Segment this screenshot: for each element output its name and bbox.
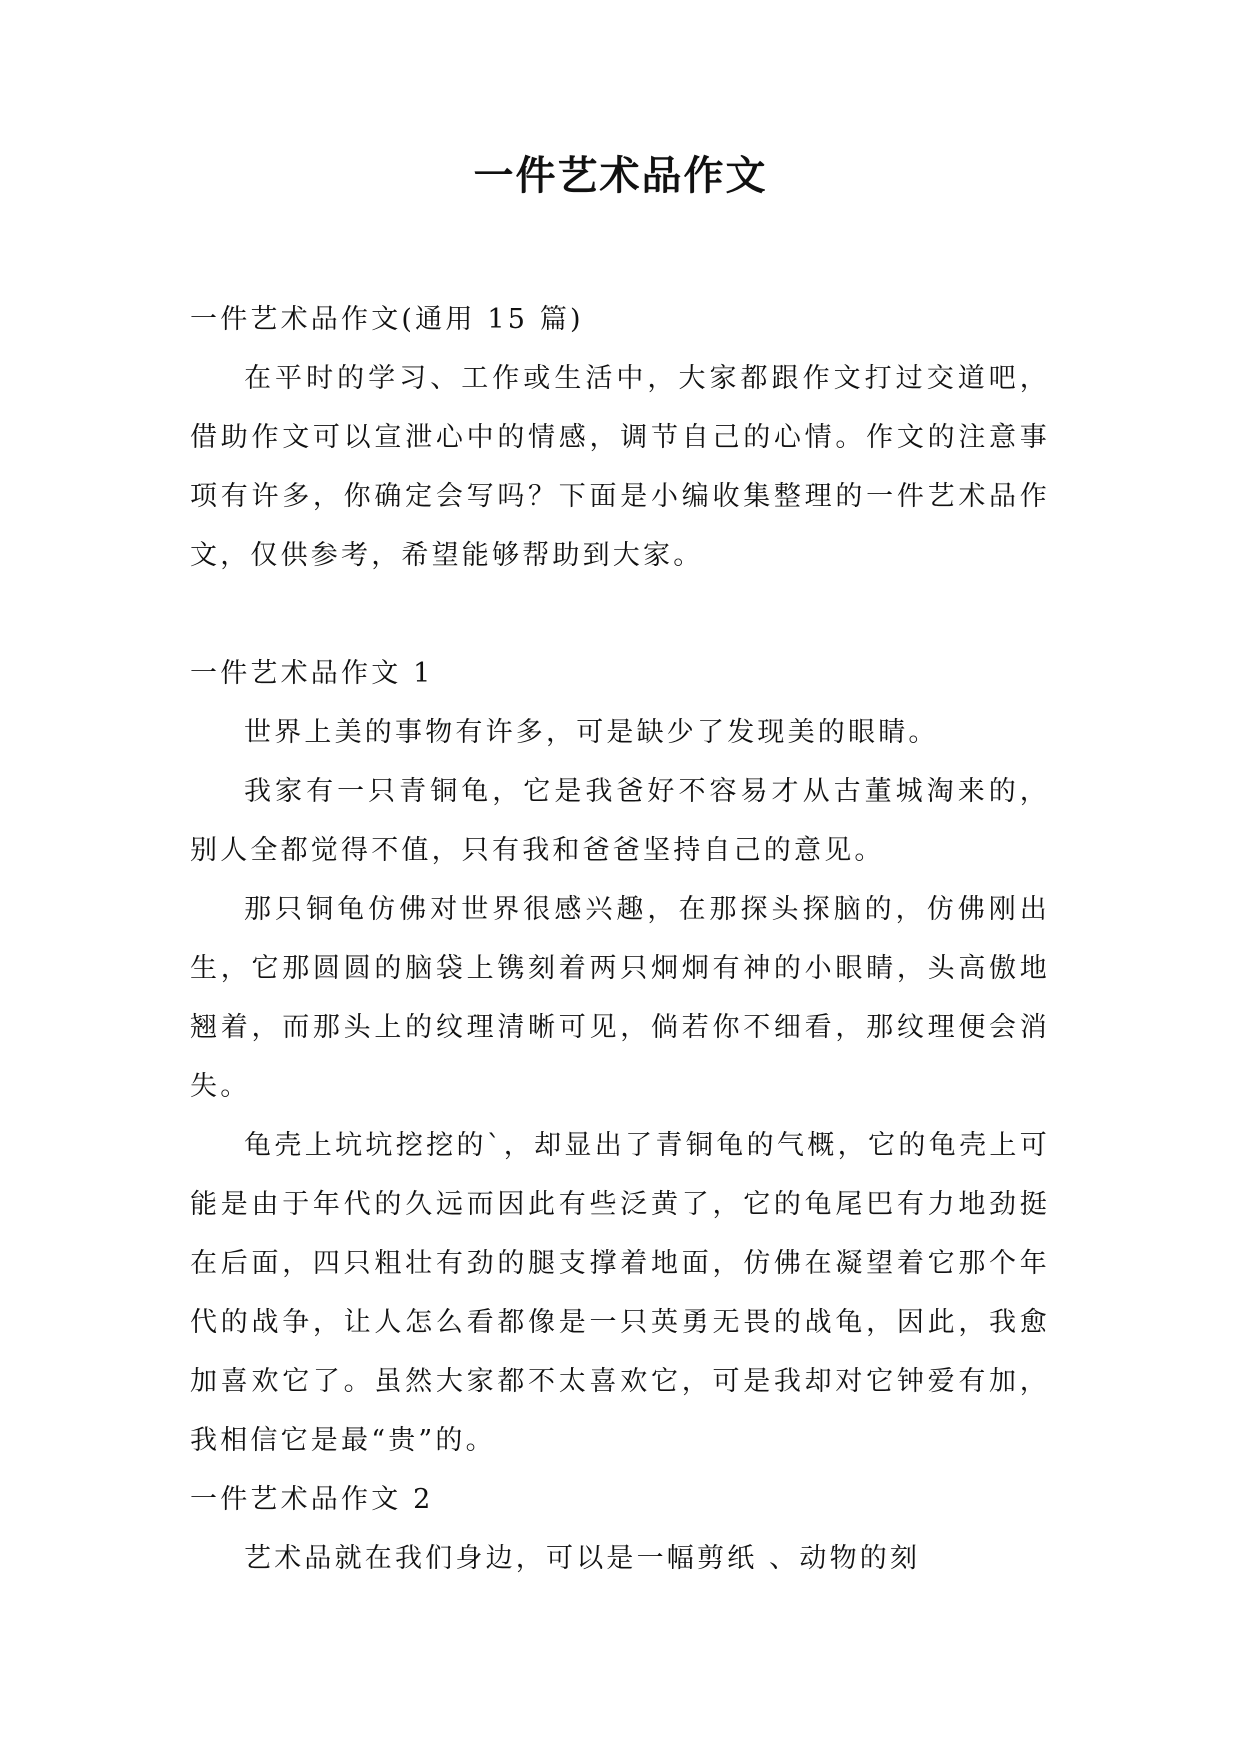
intro-paragraph: 在平时的学习、工作或生活中，大家都跟作文打过交道吧，借助作文可以宣泄心中的情感，调节自己的心情。作文的注意事项有许多，你确定会写吗？下面是小编收集整理的一件艺术品作文，仅供参考，希望能够帮助到大家。 bbox=[190, 363, 1050, 571]
essay-1-paragraph: 那只铜龟仿佛对世界很感兴趣，在那探头探脑的，仿佛刚出生，它那圆圆的脑袋上镌刻着两只炯炯有神的小眼睛，头高傲地翘着，而那头上的纹理清晰可见，倘若你不细看，那纹理便会消失。 bbox=[190, 894, 1050, 1102]
document-body bbox=[190, 290, 1050, 1588]
essay-2-paragraph: 艺术品就在我们身边，可以是一幅剪纸 、动物的刻 bbox=[244, 1543, 921, 1574]
essay-1-paragraph: 我家有一只青铜龟，它是我爸好不容易才从古董城淘来的，别人全都觉得不值，只有我和爸爸坚持自己的意见。 bbox=[190, 776, 1050, 866]
essay-1-paragraph: 世界上美的事物有许多，可是缺少了发现美的眼睛。 bbox=[244, 717, 939, 748]
document-title: 一件艺术品作文 bbox=[473, 153, 768, 199]
essay-2-heading: 一件艺术品作文 2 bbox=[190, 1484, 434, 1515]
section-spacer bbox=[190, 585, 1050, 644]
essay-1-heading: 一件艺术品作文 1 bbox=[190, 658, 434, 689]
document-subtitle: 一件艺术品作文(通用 15 篇) bbox=[190, 304, 584, 335]
essay-1-paragraph: 龟壳上坑坑挖挖的`，却显出了青铜龟的气概，它的龟壳上可能是由于年代的久远而因此有些泛黄了，它的龟尾巴有力地劲挺在后面，四只粗壮有劲的腿支撑着地面，仿佛在凝望着它那个年代的战争，让人怎么看都像是一只英勇无畏的战龟，因此，我愈加喜欢它了。虽然大家都不太喜欢它，可是我却对它钟爱有加，我相信它是最“贵”的。 bbox=[190, 1130, 1050, 1456]
